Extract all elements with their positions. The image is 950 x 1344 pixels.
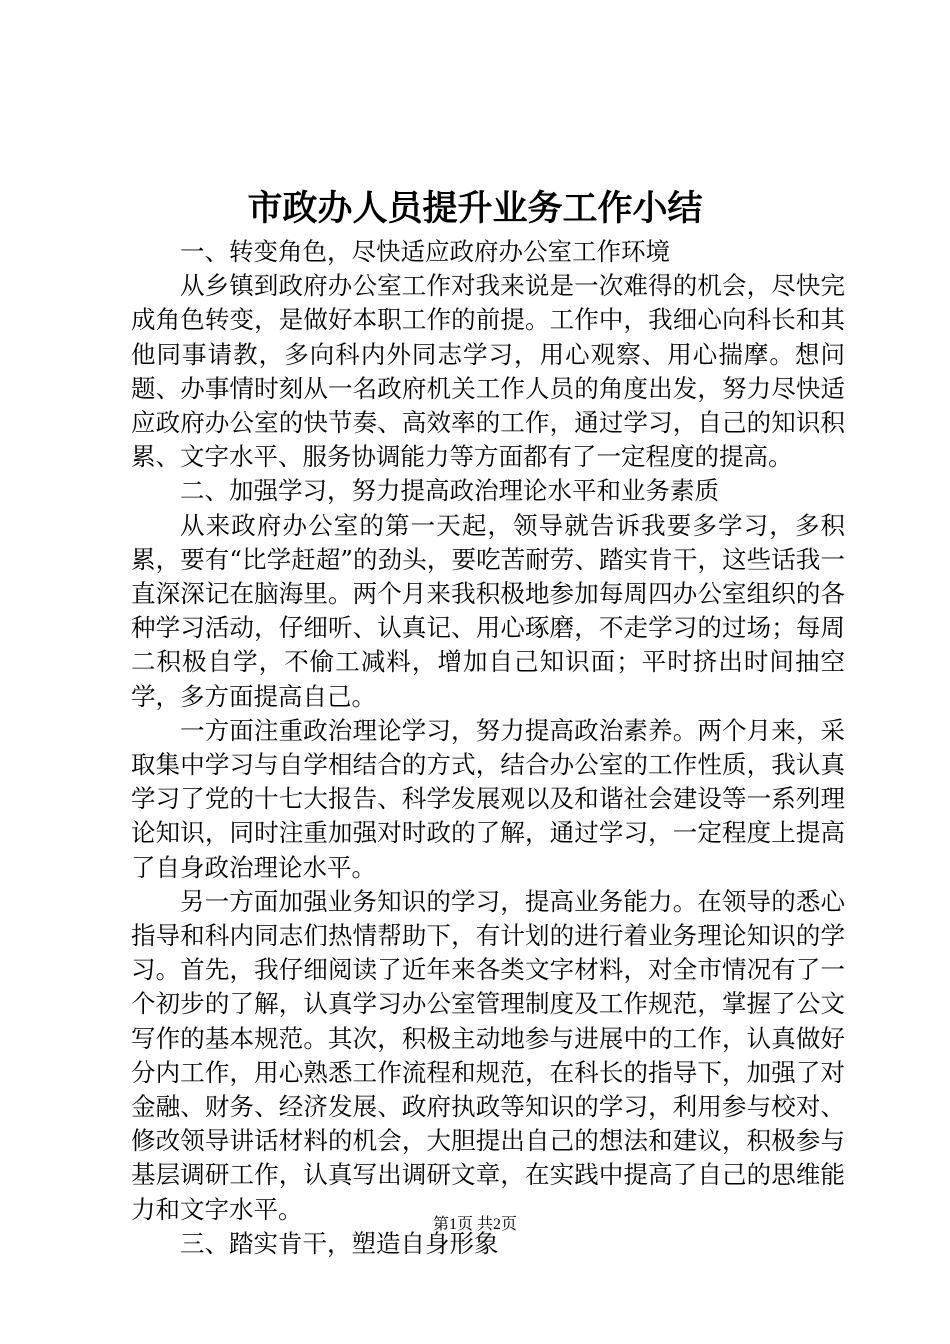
section-heading-3: 三、踏实肯干，塑造自身形象 — [180, 1228, 499, 1258]
section-heading-1: 一、转变角色，尽快适应政府办公室工作环境 — [180, 237, 670, 266]
body-paragraph: 另一方面加强业务知识的学习，提高业务能力。在领导的悉心指导和科内同志们热情帮助下，有计划的进行着业务理论知识的学习。首先，我仔细阅读了近年来各类文字材料，对全市情况有了一个初步的了解，认真学习办公室管理制度及工作规范，掌握了公文写作的基本规范。其次，积极主动地参与进展中的工作，认真做好分内工作，用心熟悉工作流程和规范，在科长的指导下，加强了对金融、财务、经济发展、政府执政等知识的学习，利用参与校对、修改领导讲话材料的机会，大胆提出自己的想法和建议，积极参与基层调研工作，认真写出调研文章，在实践中提高了自己的思维能力和文字水平。 — [131, 886, 845, 1224]
body-paragraph: 从乡镇到政府办公室工作对我来说是一次难得的机会，尽快完成角色转变，是做好本职工作的前提。工作中，我细心向科长和其他同事请教，多向科内外同志学习，用心观察、用心揣摩。想问题、办事情时刻从一名政府机关工作人员的角度出发，努力尽快适应政府办公室的快节奏、高效率的工作，通过学习，自己的知识积累、文字水平、服务协调能力等方面都有了一定程度的提高。 — [131, 271, 845, 472]
document-title: 市政办人员提升业务工作小结 — [247, 188, 703, 229]
page-number-footer: 第1页 共2页 — [432, 1216, 517, 1233]
body-paragraph: 从来政府办公室的第一天起，领导就告诉我要多学习，多积累，要有“比学赶超”的劲头，要吃苦耐劳、踏实肯干，这些话我一直深深记在脑海里。两个月来我积极地参加每周四办公室组织的各种学习活动，仔细听、认真记、用心琢磨，不走学习的过场；每周二积极自学，不偷工减料，增加自己知识面；平时挤出时间抽空学，多方面提高自己。 — [131, 510, 845, 711]
document-body — [131, 235, 845, 1261]
body-paragraph: 一方面注重政治理论学习，努力提高政治素养。两个月来，采取集中学习与自学相结合的方式，结合办公室的工作性质，我认真学习了党的十七大报告、科学发展观以及和谐社会建设等一系列理论知识，同时注重加强对时政的了解，通过学习，一定程度上提高了自身政治理论水平。 — [131, 715, 845, 882]
section-heading-2: 二、加强学习，努力提高政治理论水平和业务素质 — [180, 476, 719, 506]
